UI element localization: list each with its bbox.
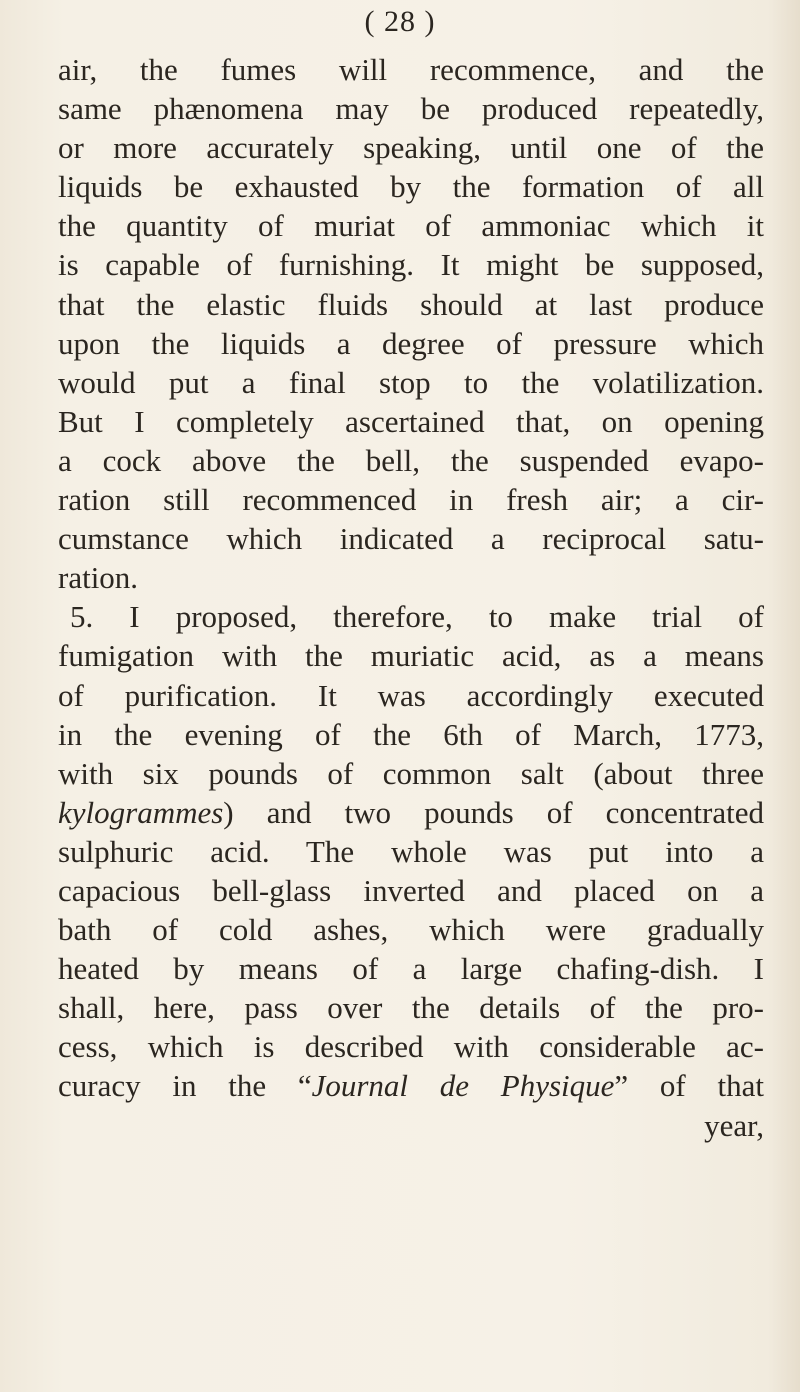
text-line	[58, 793, 764, 832]
text-line: liquids be exhausted by the formation of all	[58, 169, 764, 205]
text-line: or more accurately speaking, until one of the	[58, 130, 764, 166]
text-line: the quantity of muriat of ammoniac which it	[58, 208, 764, 244]
text-line: capacious bell-glass inverted and placed on a	[58, 872, 764, 908]
text-line: ration.	[58, 560, 139, 596]
text-line: shall, here, pass over the details of the pro-	[58, 990, 764, 1026]
text-line: 5. I proposed, therefore, to make trial of	[70, 599, 764, 635]
catchword: year,	[704, 1107, 764, 1143]
text-line: is capable of furnishing. It might be supposed,	[58, 247, 764, 283]
italic-term: kylogrammes	[58, 794, 224, 830]
text-line: cumstance which indicated a reciprocal satu-	[58, 521, 764, 557]
text-line: sulphuric acid. The whole was put into a	[58, 833, 764, 869]
text-line: cess, which is described with considerable ac-	[58, 1029, 764, 1065]
text-line: a cock above the bell, the suspended evapo-	[58, 442, 764, 478]
text-line: bath of cold ashes, which were gradually	[58, 912, 764, 948]
text-line: in the evening of the 6th of March, 1773,	[58, 716, 764, 752]
text-line: with six pounds of common salt (about three	[58, 755, 764, 791]
italic-title: Journal de Physique	[311, 1068, 615, 1104]
text-line: heated by means of a large chafing-dish. I	[58, 951, 764, 987]
text-fragment: curacy in the “	[58, 1068, 312, 1104]
page-number: ( 28 )	[364, 5, 436, 38]
text-fragment: ” of that	[614, 1068, 764, 1104]
text-line: air, the fumes will recommence, and the	[58, 52, 764, 87]
paren-close: )	[223, 794, 234, 830]
text-line	[58, 1066, 764, 1105]
text-line: fumigation with the muriatic acid, as a means	[58, 638, 764, 674]
body-text	[58, 50, 764, 1145]
text-line: that the elastic fluids should at last produce	[58, 286, 764, 322]
text-line: of purification. It was accordingly executed	[58, 677, 764, 713]
text-line: ration still recommenced in fresh air; a cir-	[58, 482, 764, 518]
text-line: upon the liquids a degree of pressure which	[58, 325, 764, 361]
text-fragment: and two pounds of concentrated	[266, 794, 764, 830]
text-line: would put a final stop to the volatilization.	[58, 364, 764, 400]
text-line: same phænomena may be produced repeatedly,	[58, 91, 764, 127]
text-line: But I completely ascertained that, on opening	[58, 403, 764, 439]
